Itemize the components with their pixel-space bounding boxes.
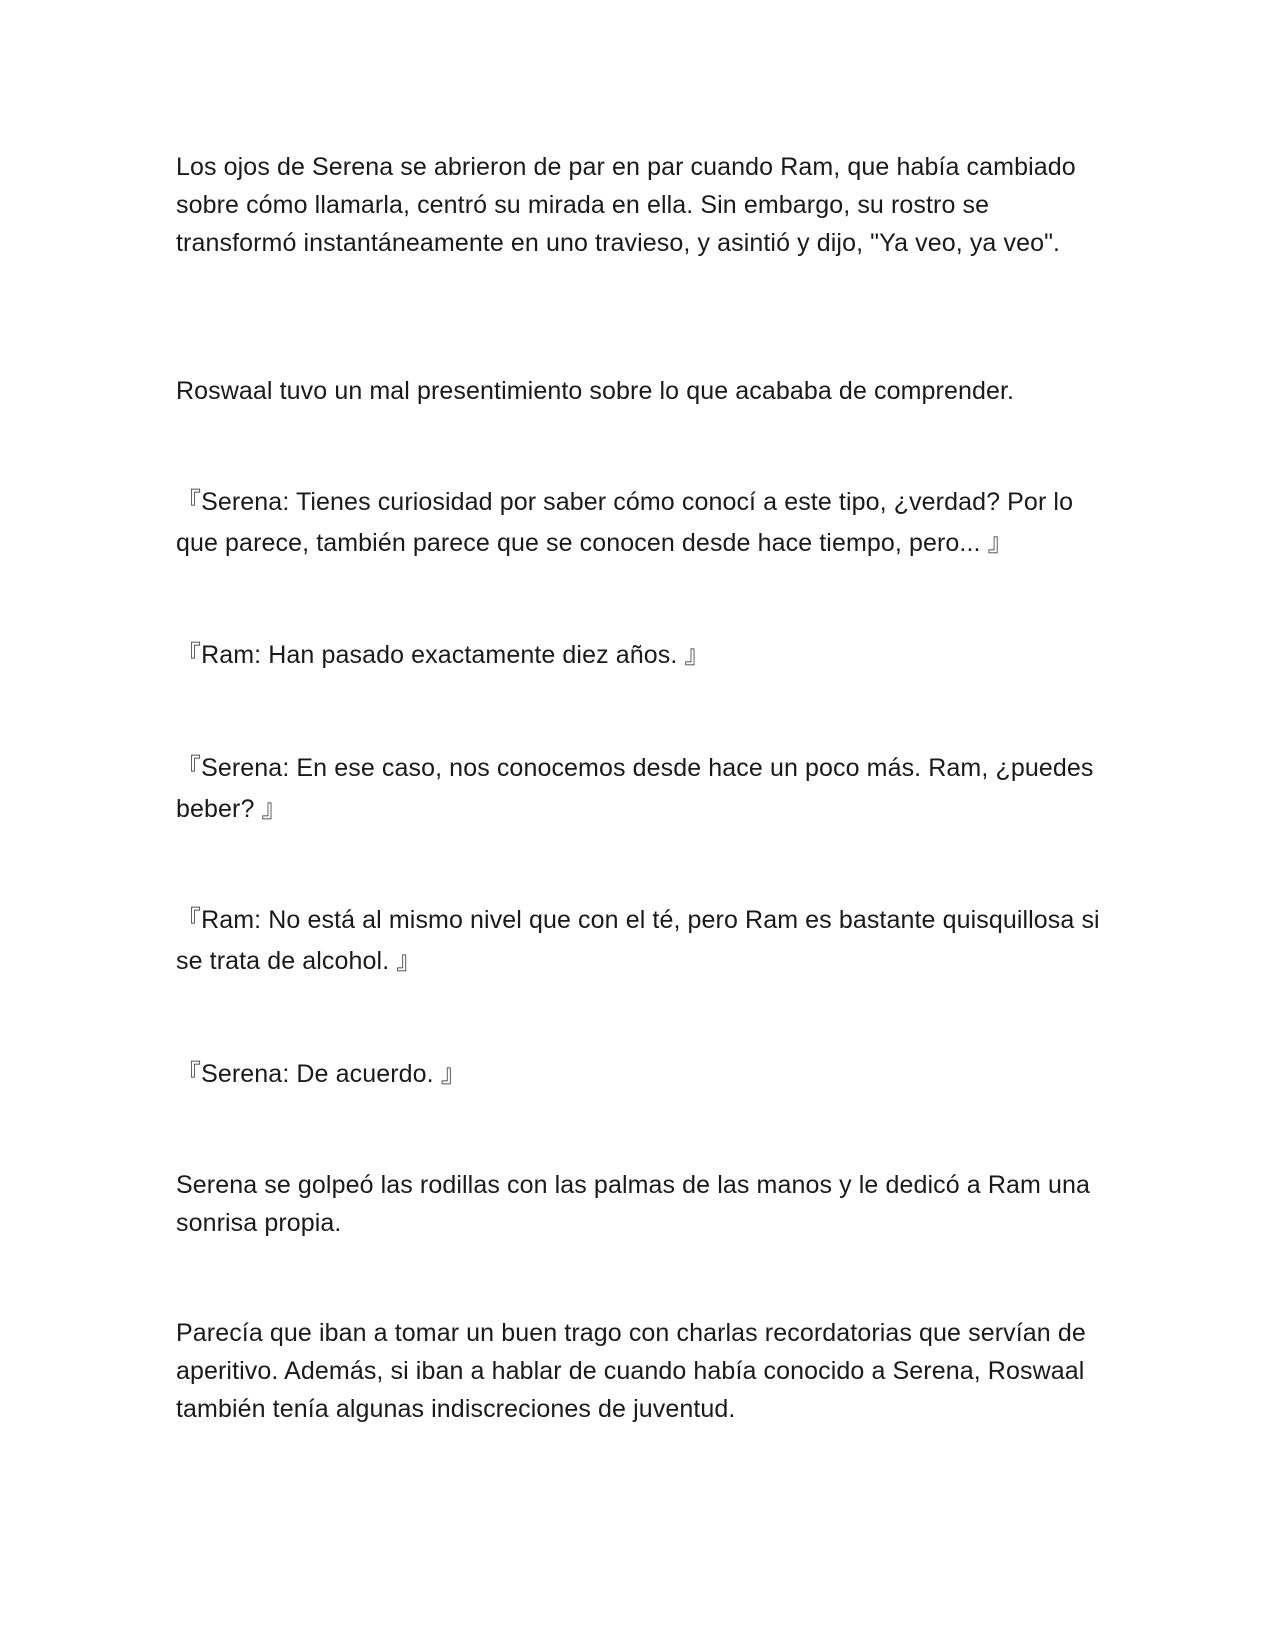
dialogue-serena-curiosity: 『Serena: Tienes curiosidad por saber cómo conocí a este tipo, ¿verdad? Por lo que parece, también parece que se conocen desde hace tiempo, pero... 』 xyxy=(176,488,1074,557)
narration-paragraph-drinks: Parecía que iban a tomar un buen trago con charlas recordatorias que servían de aperitivo. Además, si iban a hablar de cuando había conocido a Serena, Roswaal también tenía algunas indiscreciones de juventud. xyxy=(176,1319,1086,1423)
dialogue-ram-alcohol: 『Ram: No está al mismo nivel que con el té, pero Ram es bastante quisquillosa si se trata de alcohol. 』 xyxy=(176,906,1100,975)
dialogue-serena-agreed: 『Serena: De acuerdo. 』 xyxy=(176,1060,466,1088)
dialogue-serena-can-you-drink: 『Serena: En ese caso, nos conocemos desde hace un poco más. Ram, ¿puedes beber? 』 xyxy=(176,754,1094,823)
narration-paragraph-roswaal-premonition: Roswaal tuvo un mal presentimiento sobre lo que acababa de comprender. xyxy=(176,377,1015,405)
narration-paragraph-serena-eyes: Los ojos de Serena se abrieron de par en par cuando Ram, que había cambiado sobre cómo llamarla, centró su mirada en ella. Sin embargo, su rostro se transformó instantáneamente en uno travieso, y asintió y dijo, "Ya veo, ya veo". xyxy=(176,153,1076,257)
narration-paragraph-serena-smile: Serena se golpeó las rodillas con las palmas de las manos y le dedicó a Ram una sonrisa propia. xyxy=(176,1171,1090,1237)
dialogue-ram-ten-years: 『Ram: Han pasado exactamente diez años. 』 xyxy=(176,641,710,669)
